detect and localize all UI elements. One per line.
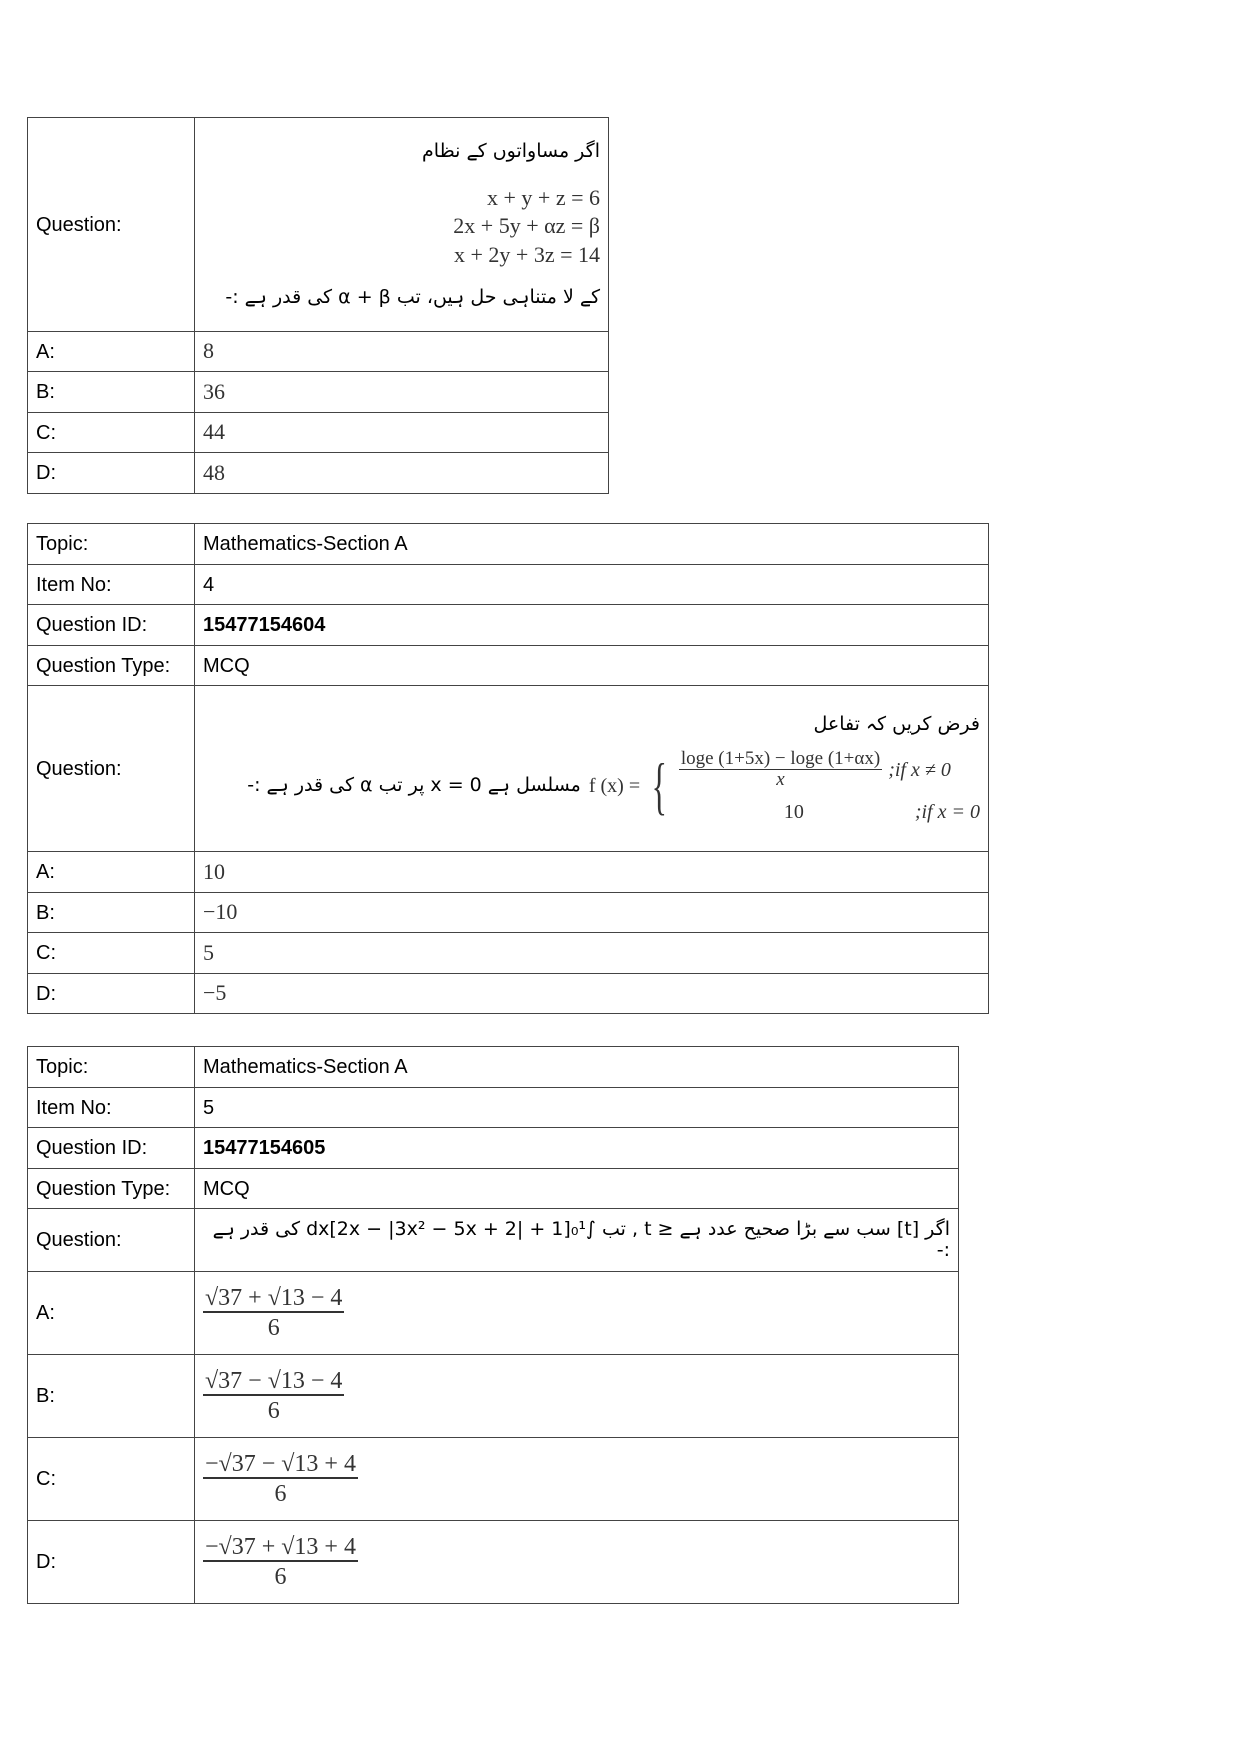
question-function-line [203, 749, 980, 824]
equation-2: 2x + 5y + αz = β [453, 213, 600, 239]
brace-symbol: { [651, 749, 668, 821]
option-fraction [203, 1534, 358, 1591]
question-type-value: MCQ [195, 1169, 959, 1209]
question-table-4 [27, 523, 989, 1014]
option-label: B: [28, 893, 195, 933]
piecewise-function [589, 749, 980, 824]
case-2-condition: ;if x = 0 [914, 801, 980, 824]
question-id-value: 15477154604 [195, 605, 989, 646]
equation-3: x + 2y + 3z = 14 [454, 241, 600, 267]
question-label: Question: [28, 1209, 195, 1272]
fraction-denominator: 6 [267, 1398, 280, 1424]
question-type-label: Question Type: [28, 1169, 195, 1209]
option-row-a [28, 332, 609, 372]
option-value [195, 1521, 959, 1604]
option-fraction [203, 1368, 344, 1425]
question-content [195, 686, 989, 852]
option-value: 10 [195, 852, 989, 893]
option-label: A: [28, 332, 195, 372]
option-label: A: [28, 852, 195, 893]
option-label: C: [28, 1438, 195, 1521]
question-intro: فرض کریں کہ تفاعل [813, 712, 980, 735]
question-content [195, 118, 609, 332]
topic-value: Mathematics-Section A [195, 524, 989, 565]
case-1-condition: ;if x ≠ 0 [888, 758, 951, 781]
item-no-value: 5 [195, 1088, 959, 1128]
question-id-label: Question ID: [28, 605, 195, 646]
question-id-label: Question ID: [28, 1128, 195, 1169]
question-label: Question: [28, 118, 195, 332]
fraction-numerator: √37 − √13 − 4 [203, 1368, 344, 1396]
option-value: −10 [195, 893, 989, 933]
item-no-label: Item No: [28, 1088, 195, 1128]
option-value [195, 1272, 959, 1355]
option-label: D: [28, 453, 195, 494]
option-value: 36 [195, 372, 609, 413]
option-label: C: [28, 413, 195, 453]
equation-system [203, 184, 600, 270]
fraction-numerator: −√37 − √13 + 4 [203, 1451, 358, 1479]
item-no-value: 4 [195, 565, 989, 605]
function-name: f (x) = [588, 774, 641, 797]
question-outro: کے لا متناہی حل ہیں، تب α + β کی قدر ہے :- [225, 286, 600, 309]
option-value: 8 [195, 332, 609, 372]
cases [679, 749, 980, 824]
question-text: اگر [t] سب سے بڑا صحیح عدد ہے ≤ t , تب ∫₀¹[2x − |3x² − 5x + 2| + 1]dx کی قدر ہے :- [195, 1209, 959, 1272]
option-row-d [28, 453, 609, 494]
option-label: C: [28, 933, 195, 974]
case-1-numerator: loge (1+5x) − loge (1+αx) [680, 747, 881, 769]
question-type-label: Question Type: [28, 646, 195, 686]
fraction-denominator: 6 [274, 1564, 287, 1590]
question-line: مسلسل ہے x = 0 پر تب α کی قدر ہے :- [247, 774, 581, 797]
option-label: D: [28, 974, 195, 1014]
case-1-fraction [679, 749, 882, 792]
fraction-denominator: 6 [274, 1481, 287, 1507]
topic-label: Topic: [28, 1047, 195, 1088]
option-fraction [203, 1285, 344, 1342]
option-value: 5 [195, 933, 989, 974]
topic-value: Mathematics-Section A [195, 1047, 959, 1088]
fraction-numerator: −√37 + √13 + 4 [203, 1534, 358, 1562]
case-2 [679, 801, 980, 823]
option-value [195, 1355, 959, 1438]
option-row-b [28, 372, 609, 413]
question-intro: اگر مساواتوں کے نظام [422, 139, 600, 162]
option-value [195, 1438, 959, 1521]
equation-1: x + y + z = 6 [487, 184, 600, 210]
option-value: 44 [195, 413, 609, 453]
case-2-value: 10 [783, 801, 804, 824]
option-label: D: [28, 1521, 195, 1604]
option-label: A: [28, 1272, 195, 1355]
question-id-value: 15477154605 [195, 1128, 959, 1169]
option-row-c [28, 413, 609, 453]
case-1-denominator: x [776, 769, 785, 791]
fraction-numerator: √37 + √13 − 4 [203, 1285, 344, 1313]
question-type-value: MCQ [195, 646, 989, 686]
fraction-denominator: 6 [267, 1315, 280, 1341]
question-table-3 [27, 117, 609, 494]
topic-label: Topic: [28, 524, 195, 565]
question-label: Question: [28, 686, 195, 852]
option-value: −5 [195, 974, 989, 1014]
option-fraction [203, 1451, 358, 1508]
option-label: B: [28, 1355, 195, 1438]
option-label: B: [28, 372, 195, 413]
option-value: 48 [195, 453, 609, 494]
question-table-5 [27, 1046, 959, 1604]
case-1 [679, 749, 980, 792]
item-no-label: Item No: [28, 565, 195, 605]
